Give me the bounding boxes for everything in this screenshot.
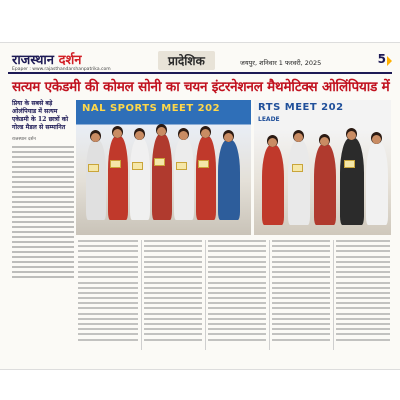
photo2-banner-text: RTS MEET 202 [258,102,344,113]
photo1-banner-text: NAL SPORTS MEET 202 [82,103,221,114]
photo2-banner-subtext: LEADE [258,116,280,123]
masthead [8,50,392,72]
award-ceremony-photo [254,100,391,235]
newspaper-logo [12,50,111,72]
epaper-url: Epaper : www.rajasthandarshanpatrika.com [12,67,111,72]
body-column-1 [78,240,138,344]
section-label: प्रादेशिक [158,51,215,70]
article-body [12,240,392,355]
masthead-rule [8,72,392,74]
page-number: 5 [377,52,386,66]
article-headline: सत्यम एकेडमी की कोमल सोनी का चयन इंटरनेशनल मैथमेटिक्स ओलिंपियाड में [12,79,390,95]
article-subhead: प्रिया के सबसे बड़े ओलंपियाड में सत्यम एकेडमी के 12 छात्रों को गोल्ड मैडल से सम्मानित [12,100,69,131]
dateline: जयपुर, शनिवार 1 फरवरी, 2025 [240,59,322,67]
body-column-4 [272,240,330,344]
logo-text [12,50,90,68]
students-group-photo [76,100,251,235]
body-column-3 [208,240,266,344]
logo-main: राजस्थान [12,53,55,68]
article-byline: राजस्थान दर्शन [12,137,36,142]
body-column-2 [144,240,202,344]
body-column-5 [336,240,390,344]
logo-accent: दर्शन [58,53,82,68]
